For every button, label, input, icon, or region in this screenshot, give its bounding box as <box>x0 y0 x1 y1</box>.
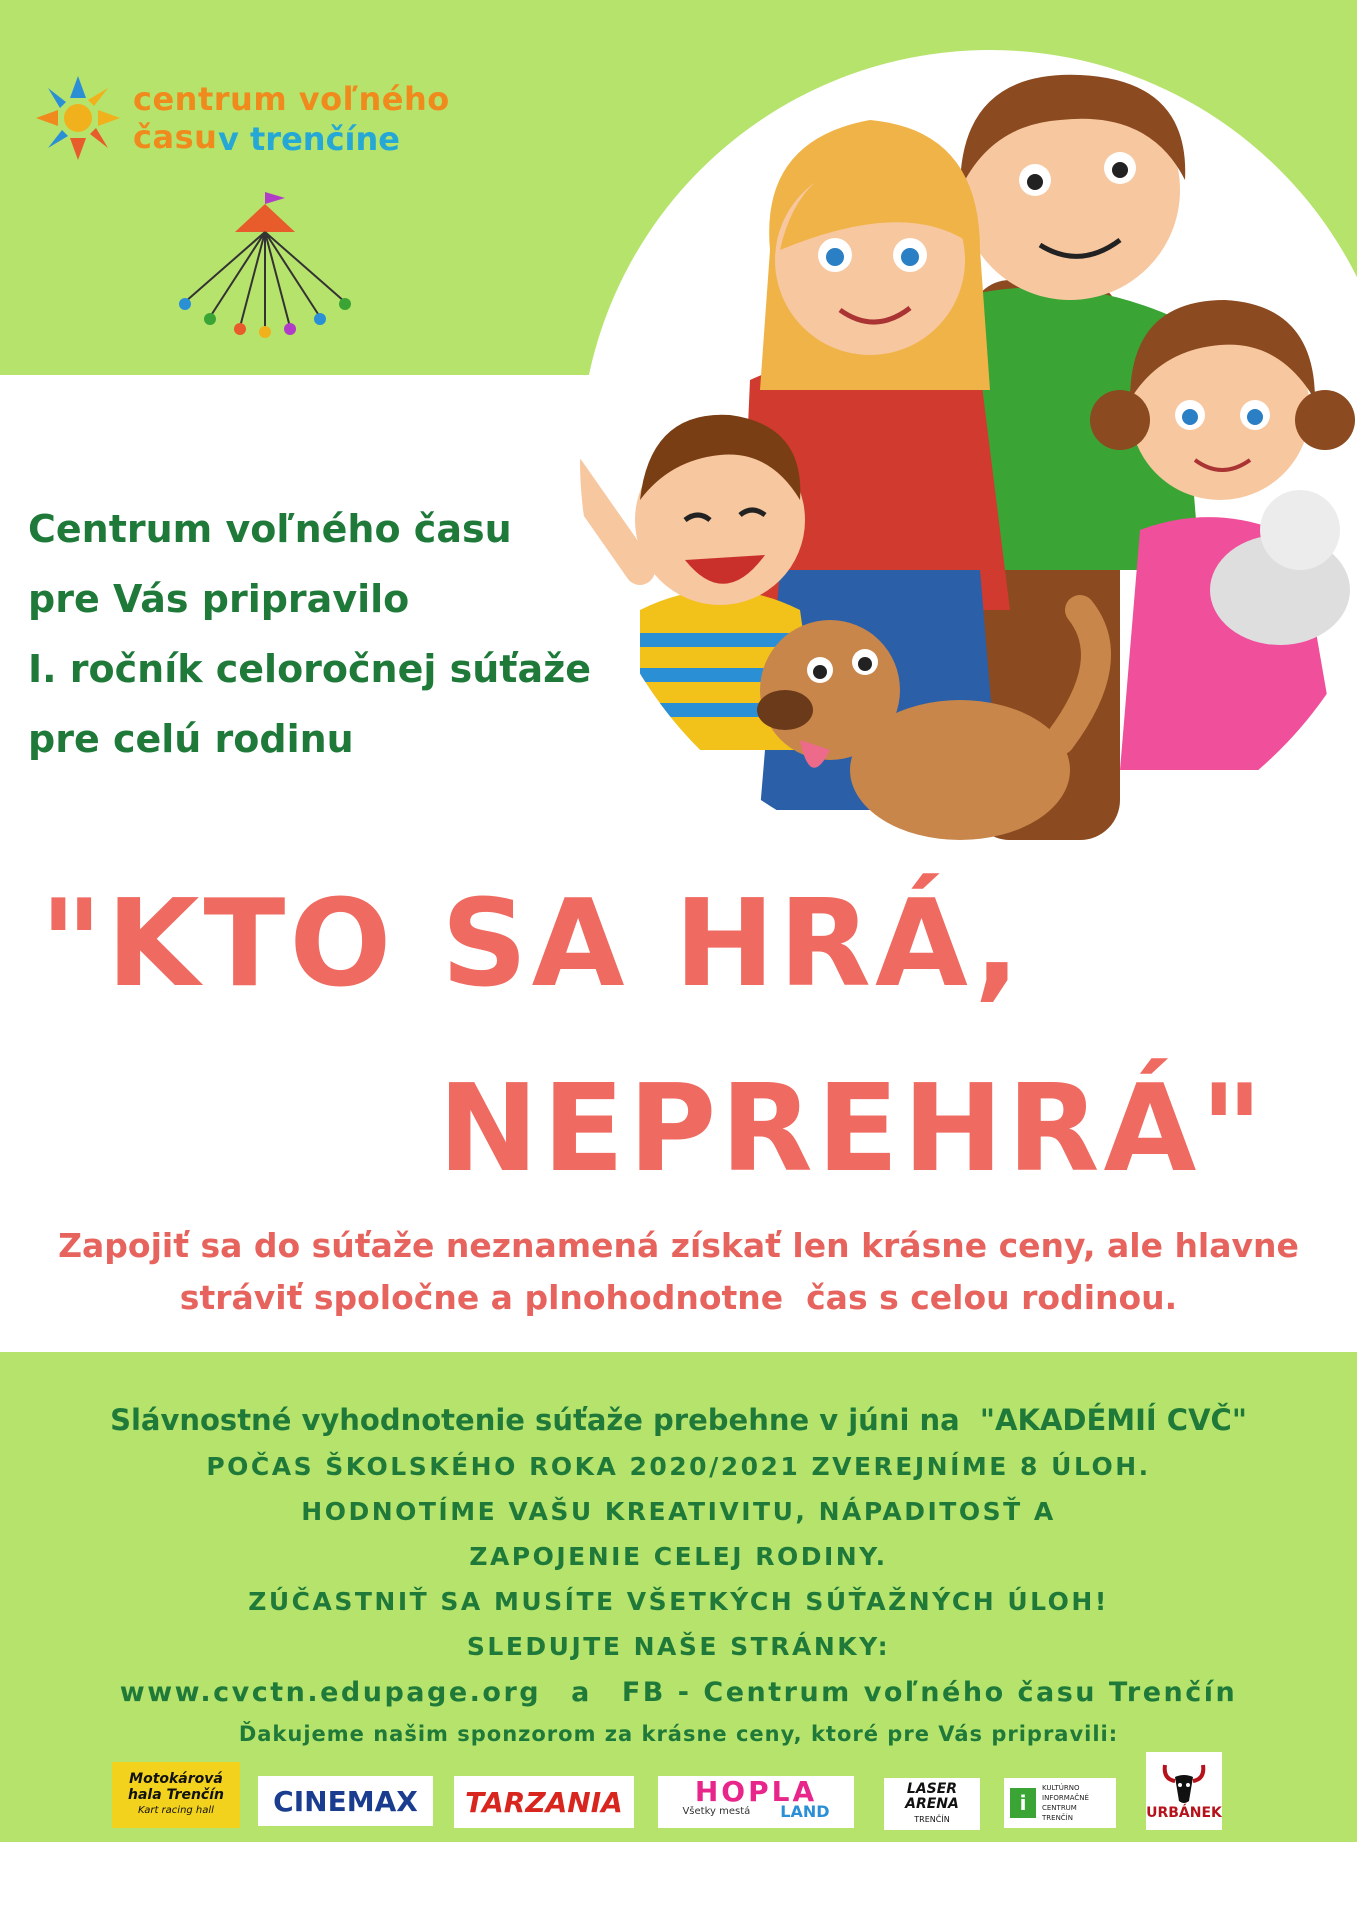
moto-line-3: Kart racing hall <box>138 1805 214 1816</box>
sponsor-cinemax <box>258 1776 433 1826</box>
subtitle-line-2: stráviť spoločne a plnohodnotne čas s celou rodinou. <box>179 1278 1178 1317</box>
info-criteria: HODNOTÍME VAŠU KREATIVITU, NÁPADITOSŤ A <box>301 1497 1056 1526</box>
family-drawing <box>580 50 1357 870</box>
intro-line: pre celú rodinu <box>28 717 354 761</box>
info-evaluation: Slávnostné vyhodnotenie súťaže prebehne v júni na "AKADÉMIÍ CVČ" <box>110 1403 1247 1437</box>
hopla-land-word: LAND <box>780 1802 830 1821</box>
sponsor-motokarova-hala <box>112 1762 240 1828</box>
logo-text-trencin: v trenčíne <box>218 120 400 158</box>
and-word: a <box>571 1677 592 1708</box>
hopla-word: HOPLA <box>694 1775 818 1808</box>
intro-text <box>28 494 668 774</box>
intro-line: I. ročník celoročnej súťaže <box>28 647 592 691</box>
intro-line: pre Vás pripravilo <box>28 577 410 621</box>
moto-line-2: hala Trenčín <box>128 1787 224 1803</box>
kic-square-icon: i <box>1010 1788 1036 1818</box>
intro-line: Centrum voľného času <box>28 507 512 551</box>
info-follow: SLEDUJTE NAŠE STRÁNKY: <box>466 1632 891 1661</box>
family-illustration <box>580 50 1357 870</box>
kic-line-2: INFORMAČNÉ <box>1042 1794 1089 1802</box>
facebook-link[interactable]: FB - Centrum voľného času Trenčín <box>621 1677 1238 1708</box>
carousel-logo <box>165 192 365 340</box>
info-participation: ZÚČASTNIŤ SA MUSÍTE VŠETKÝCH SÚŤAŽNÝCH ÚLOH! <box>248 1587 1109 1616</box>
hands-logo-icon <box>28 68 128 168</box>
laser-line-2: ARENA <box>905 1795 959 1812</box>
sponsor-urbanek <box>1146 1752 1222 1830</box>
laser-line-1: LASER <box>906 1780 958 1797</box>
cvc-trencin-logo <box>28 68 488 178</box>
laser-line-3: TRENČÍN <box>914 1814 950 1824</box>
info-family: ZAPOJENIE CELEJ RODINY. <box>469 1542 888 1571</box>
sponsor-hopla-land <box>658 1776 854 1828</box>
kic-line-1: KULTÚRNO <box>1042 1784 1080 1792</box>
sponsor-laser-arena <box>884 1778 980 1830</box>
subtitle <box>40 1220 1317 1324</box>
moto-line-1: Motokárová <box>129 1771 223 1787</box>
hopla-tagline: Všetky mestá <box>682 1806 751 1817</box>
sponsors-thanks: Ďakujeme našim sponzorom za krásne ceny, ktoré pre Vás pripravili: <box>238 1722 1119 1746</box>
title-line-1: "KTO SA HRÁ, <box>40 875 1024 1014</box>
website-link[interactable]: www.cvctn.edupage.org <box>119 1677 542 1708</box>
tarzania-logo-text: TARZANIA <box>465 1785 623 1819</box>
kic-line-3: CENTRUM <box>1042 1804 1077 1812</box>
sponsor-tarzania <box>454 1776 634 1828</box>
subtitle-line-1: Zapojiť sa do súťaže neznamená získať len krásne ceny, ale hlavne <box>58 1226 1299 1265</box>
cinemax-logo-text: CINEMAX <box>273 1784 418 1818</box>
kic-line-4: TRENČÍN <box>1042 1814 1073 1822</box>
carousel-drawing-icon <box>165 192 365 340</box>
info-web-line <box>0 1669 1357 1717</box>
urbanek-text: URBÁNEK <box>1146 1805 1222 1821</box>
title-line-2: NEPREHRÁ" <box>438 1060 1267 1199</box>
info-tasks: POČAS ŠKOLSKÉHO ROKA 2020/2021 ZVEREJNÍME 8 ÚLOH. <box>206 1452 1151 1481</box>
logo-text-centrum: centrum voľného času <box>133 80 450 156</box>
contest-info <box>0 1396 1357 1717</box>
urbanek-bull-icon <box>1159 1761 1209 1805</box>
sponsor-kic-trencin <box>1004 1778 1116 1828</box>
